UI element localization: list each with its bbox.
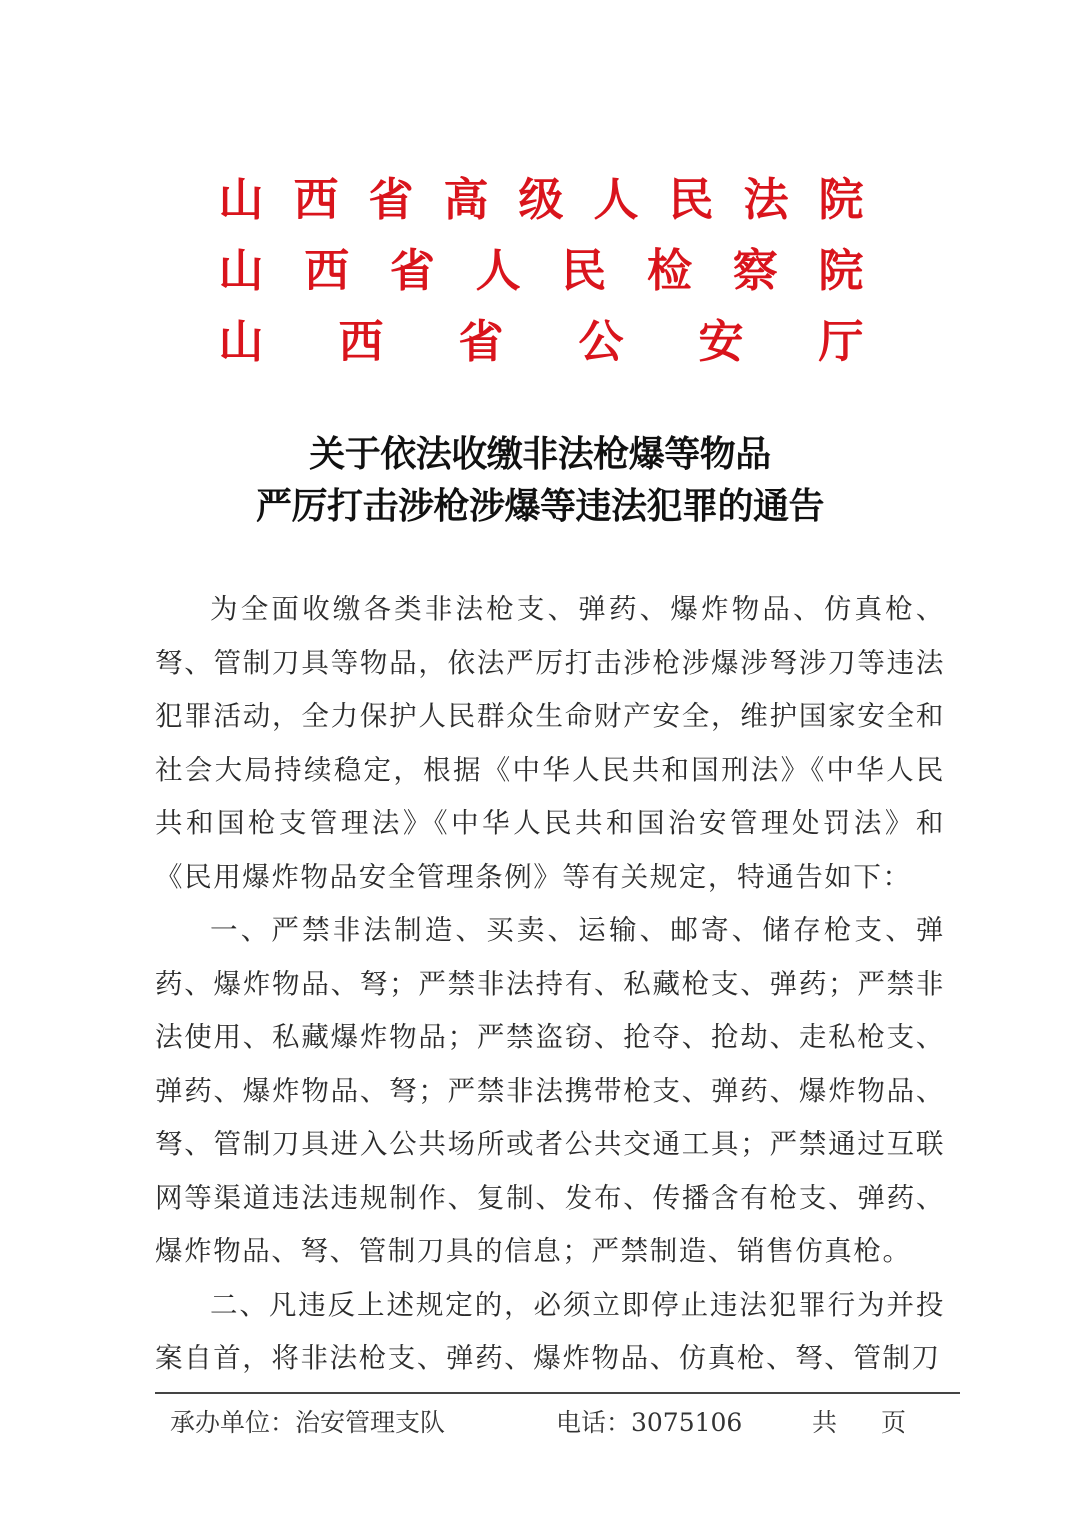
header-char: 民 [668, 173, 714, 226]
header-char: 厅 [818, 315, 864, 368]
footer-total-label: 共 [812, 1408, 838, 1437]
header-char: 级 [518, 173, 564, 226]
header-char: 省 [458, 315, 504, 368]
footer-divider [155, 1392, 960, 1394]
body-paragraph-preamble: 为全面收缴各类非法枪支、弹药、爆炸物品、仿真枪、弩、管制刀具等物品，依法严厉打击涉枪涉爆涉弩涉刀等违法犯罪活动，全力保护人民群众生命财产安全，维护国家安全和社会大局持续稳定，根据《中华人民共和国刑法》《中华人民共和国枪支管理法》《中华人民共和国治安管理处罚法》和《民用爆炸物品安全管理条例》等有关规定，特通告如下： [155, 593, 945, 893]
header-char: 山 [218, 315, 264, 368]
header-char: 山 [218, 244, 264, 297]
header-char: 公 [578, 315, 624, 368]
issuer-procuratorate [218, 243, 864, 299]
footer-unit: 承办单位：治安管理支队 [170, 1408, 446, 1437]
body-paragraph-article-1: 一、严禁非法制造、买卖、运输、邮寄、储存枪支、弹药、爆炸物品、弩；严禁非法持有、私藏枪支、弹药；严禁非法使用、私藏爆炸物品；严禁盗窃、抢夺、抢劫、走私枪支、弹药、爆炸物品、弩；严禁非法携带枪支、弹药、爆炸物品、弩、管制刀具进入公共场所或者公共交通工具；严禁通过互联网等渠道违法违规制作、复制、发布、传播含有枪支、弹药、爆炸物品、弩、管制刀具的信息；严禁制造、销售仿真枪。 [155, 914, 945, 1267]
header-char: 西 [338, 315, 384, 368]
page-footer [170, 1403, 950, 1443]
header-char: 安 [698, 315, 744, 368]
header-char: 西 [293, 173, 339, 226]
issuer-high-court [218, 172, 864, 228]
header-char: 省 [368, 173, 414, 226]
header-char: 人 [475, 244, 521, 297]
footer-page-count [812, 1403, 906, 1443]
header-char: 院 [818, 173, 864, 226]
footer-phone: 电话：3075106 [556, 1408, 743, 1437]
header-char: 检 [647, 244, 693, 297]
notice-title-line-2: 严厉打击涉枪涉爆等违法犯罪的通告 [255, 485, 824, 527]
header-char: 西 [304, 244, 350, 297]
header-char: 高 [443, 173, 489, 226]
header-char: 山 [218, 173, 264, 226]
issuer-public-security-dept [218, 314, 864, 370]
header-char: 院 [818, 244, 864, 297]
header-char: 察 [732, 244, 778, 297]
header-char: 人 [593, 173, 639, 226]
notice-title-line-1: 关于依法收缴非法枪爆等物品 [309, 433, 771, 475]
header-char: 法 [743, 173, 789, 226]
header-char: 省 [389, 244, 435, 297]
footer-page-label: 页 [881, 1408, 907, 1437]
header-char: 民 [561, 244, 607, 297]
body-paragraph-article-2: 二、凡违反上述规定的，必须立即停止违法犯罪行为并投案自首，将非法枪支、弹药、爆炸物品、仿真枪、弩、管制刀 [155, 1288, 945, 1374]
notice-body [155, 583, 945, 1386]
